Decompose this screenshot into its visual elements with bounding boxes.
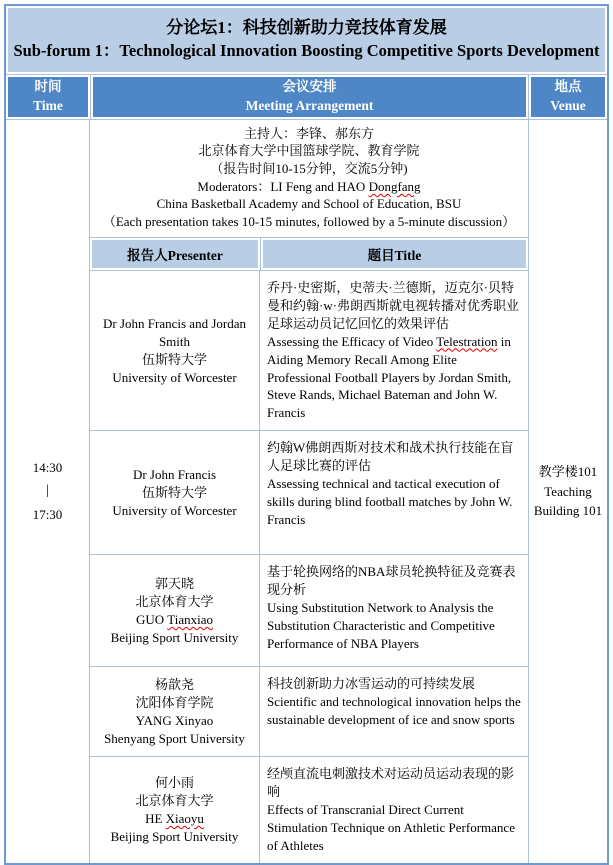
forum-title-en: Sub-forum 1：Technological Innovation Boosting Competitive Sports Development xyxy=(13,41,600,61)
header-venue xyxy=(528,75,607,119)
presenter-line xyxy=(94,792,255,810)
moderator-line xyxy=(94,160,524,178)
session-time-cell xyxy=(6,120,90,863)
text-segment: 沈阳体育学院 xyxy=(135,694,214,710)
text-segment: Effects of Transcranial Direct Current Stimulation Technique on Athletic Performance of Athletes xyxy=(267,802,515,854)
presenter-column-header: 报告人Presenter xyxy=(90,238,260,270)
subforum-schedule-table xyxy=(4,4,609,865)
text-segment: China Basketball Academy and School of Education, BSU xyxy=(156,196,462,212)
presenter-cell xyxy=(90,271,260,431)
text-segment: Dr John Francis and Jordan Smith xyxy=(103,315,246,349)
presenter-line xyxy=(94,828,255,846)
presentation-rows xyxy=(90,271,528,863)
text-segment: Using Substitution Network to Analysis the Substitution Characteristic and Competitive Performance of NBA Players xyxy=(267,600,495,652)
moderator-line xyxy=(94,178,524,196)
title-cell xyxy=(260,667,528,756)
presenter-line xyxy=(94,611,255,629)
text-segment: University of Worcester xyxy=(112,369,237,385)
presentation-title-en xyxy=(267,801,522,855)
presenter-cell xyxy=(90,757,260,863)
text-segment: Dr John Francis xyxy=(132,466,217,482)
table-header-row xyxy=(6,74,607,120)
table-row xyxy=(90,757,528,863)
presenter-line xyxy=(94,730,255,748)
text-segment: 北京体育大学 xyxy=(135,793,214,809)
text-segment: University of Worcester xyxy=(112,502,237,518)
text-segment: 主持人：李锋、郝东方 xyxy=(243,125,374,141)
text-segment: 何小雨 xyxy=(154,775,194,791)
forum-title-zh: 分论坛1：科技创新助力竞技体育发展 xyxy=(166,18,447,38)
header-venue-zh: 地点 xyxy=(554,79,582,94)
header-time-zh: 时间 xyxy=(34,79,62,94)
table-body xyxy=(6,120,607,863)
presentation-title-zh: 基于轮换网络的NBA球员轮换特征及竞赛表现分析 xyxy=(267,564,516,598)
meeting-arrangement-cell xyxy=(90,120,528,863)
header-venue-en: Venue xyxy=(550,97,586,113)
table-row xyxy=(90,431,528,555)
misspelled-word: Telestration xyxy=(436,333,498,349)
session-end-time: 17:30 xyxy=(32,507,63,523)
presenter-cell xyxy=(90,431,260,554)
text-segment: 北京体育大学 xyxy=(135,593,214,609)
text-segment: 伍斯特大学 xyxy=(141,351,207,367)
text-segment: Beijing Sport University xyxy=(110,629,239,645)
text-segment: YANG Xinyao xyxy=(135,712,214,728)
table-row xyxy=(90,271,528,432)
text-segment: 郭天晓 xyxy=(154,575,194,591)
presenter-line xyxy=(94,676,255,694)
presenter-line xyxy=(94,810,255,828)
venue-name-zh: 教学楼101 xyxy=(538,464,598,480)
title-column-header: 题目Title xyxy=(260,238,528,270)
text-segment: in Aiding Memory Recall Among Elite Professional Football Players by Jordan Smith, Steve Rands, Michael Bateman and John W. Francis xyxy=(267,333,512,421)
session-venue-cell xyxy=(528,120,607,863)
presenter-line xyxy=(94,315,255,351)
presentation-title-en xyxy=(267,693,522,729)
text-segment: Scientific and technological innovation helps the sustainable development of ice and snow sports xyxy=(267,694,521,728)
presenter-line xyxy=(94,712,255,730)
table-row xyxy=(90,667,528,757)
moderator-line xyxy=(94,213,524,231)
text-segment: 伍斯特大学 xyxy=(141,484,207,500)
moderator-line xyxy=(94,195,524,213)
presenter-line xyxy=(94,774,255,792)
text-segment: Shenyang Sport University xyxy=(104,730,245,746)
presentation-title-zh: 乔丹·史密斯，史蒂夫·兰德斯，迈克尔·贝特曼和约翰·w·弗朗西斯就电视转播对优秀职业足球运动员记忆回忆的效果评估 xyxy=(267,279,520,331)
presentation-title-zh: 约翰W佛朗西斯对技术和战术执行技能在盲人足球比赛的评估 xyxy=(267,440,514,474)
forum-title-block xyxy=(6,6,607,74)
subtable-header-row xyxy=(90,238,528,271)
presenter-line xyxy=(94,593,255,611)
text-segment: Beijing Sport University xyxy=(110,829,239,845)
moderator-line xyxy=(94,142,524,160)
header-meeting-arrangement-en: Meeting Arrangement xyxy=(245,97,374,113)
presentation-title-zh: 科技创新助力冰雪运动的可持续发展 xyxy=(267,676,476,692)
header-time-en: Time xyxy=(33,97,63,113)
text-segment: GUO xyxy=(136,611,168,627)
presenter-line xyxy=(94,351,255,369)
table-row xyxy=(90,555,528,667)
presenter-cell xyxy=(90,667,260,756)
text-segment: 北京体育大学中国篮球学院、教育学院 xyxy=(198,143,420,159)
presenter-line xyxy=(94,466,255,484)
presenter-line xyxy=(94,629,255,647)
presenter-line xyxy=(94,502,255,520)
session-start-time: 14:30 xyxy=(32,459,63,475)
title-cell xyxy=(260,757,528,863)
presentation-title-en xyxy=(267,475,522,529)
text-segment: （Each presentation takes 10-15 minutes, followed by a 5-minute discussion） xyxy=(102,214,516,230)
header-meeting-arrangement xyxy=(90,75,528,119)
text-segment: Assessing technical and tactical execution of skills during blind football matches by John W. Francis xyxy=(267,476,513,528)
presentation-title-zh: 经颅直流电刺激技术对运动员运动表现的影响 xyxy=(267,766,515,800)
text-segment: HE xyxy=(145,811,166,827)
header-time xyxy=(6,75,90,119)
presenter-line xyxy=(94,484,255,502)
header-meeting-arrangement-zh: 会议安排 xyxy=(282,79,337,94)
text-segment: 杨歆尧 xyxy=(154,676,194,692)
presenter-line xyxy=(94,694,255,712)
moderator-line xyxy=(94,125,524,143)
time-range-separator: | xyxy=(46,483,49,499)
text-segment: Assessing the Efficacy of Video xyxy=(267,333,437,349)
presentation-title-en xyxy=(267,333,522,423)
presenter-line xyxy=(94,575,255,593)
text-segment: （报告时间10-15分钟，交流5分钟) xyxy=(210,161,408,177)
moderator-block xyxy=(90,120,528,238)
venue-name-en: Teaching Building 101 xyxy=(533,483,603,519)
title-cell xyxy=(260,555,528,666)
presentation-title-en xyxy=(267,599,522,653)
misspelled-word: Tianxiao xyxy=(167,611,213,627)
misspelled-word: Xiaoyu xyxy=(165,811,204,827)
text-segment: Moderators：LI Feng and HAO xyxy=(197,178,369,194)
title-cell xyxy=(260,431,528,554)
presenter-line xyxy=(94,369,255,387)
title-cell xyxy=(260,271,528,431)
misspelled-word: Dongfang xyxy=(368,178,421,194)
presenter-cell xyxy=(90,555,260,666)
